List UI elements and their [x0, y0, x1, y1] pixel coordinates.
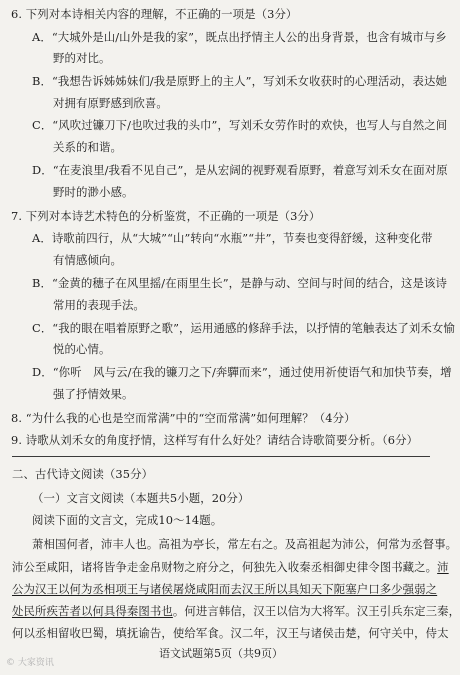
section-divider [12, 456, 430, 457]
q6-stem: 6. 下列对本诗相关内容的理解，不正确的一项是（3分） [11, 7, 298, 21]
passage-line-1: 萧相国何者，沛丰人也。高祖为亭长，常左右之。及高祖起为沛公，何常为丞督事。 [32, 537, 458, 551]
passage-text: 沛公至咸阳，诸将皆争走金帛财物之府分之，何独先入收秦丞相御史律令图书藏之。 [12, 560, 438, 574]
q7-stem: 7. 下列对本诗艺术特色的分析鉴赏，不正确的一项是（3分） [11, 209, 321, 223]
q6-option-a: A．“大城外是山/山外是我的家”，既点出抒情主人公的出身背景，也含有城市与乡 [32, 30, 447, 44]
passage-line-2 [12, 559, 449, 575]
passage-line-4 [12, 603, 460, 619]
q6-option-b-cont: 对拥有原野感到欣喜。 [53, 96, 168, 110]
watermark: © 大家资讯 [6, 658, 54, 668]
q6-option-c-cont: 关系的和谐。 [53, 140, 122, 154]
q6-option-d-cont: 野时的渺小感。 [53, 185, 134, 199]
q7-option-a: A．诗歌前四行，从“大城”“山”转向“水瓶”“井”，节奏也变得舒缓，这种变化带 [32, 231, 433, 245]
q7-option-b: B．“金黄的穗子在风里摇/在雨里生长”，是静与动、空间与时间的结合，这是该诗 [32, 276, 447, 290]
q6-option-c: C．“风吹过镰刀下/也吹过我的头巾”，写刘禾女劳作时的欢快，也写人与自然之间 [32, 118, 448, 132]
passage-text: 。何进言韩信，汉王以信为大将军。汉王引兵东定三秦， [172, 604, 460, 618]
q7-option-d: D．“你听 风与云/在我的镰刀之下/奔驒而来”，通过使用祈使语气和加快节奏，增 [32, 365, 452, 379]
q6-option-b: B．“我想告诉姊姊妹们/我是原野上的主人”，写刘禾女收获时的心理活动，表达她 [32, 74, 447, 88]
q8: 8. “为什么我的心也是空而常满”中的“空而常满”如何理解？（4分） [11, 411, 356, 425]
q7-option-a-cont: 有情感倾向。 [53, 253, 122, 267]
subsection-title: （一）文言文阅读（本题共5小题，20分） [32, 491, 250, 505]
q7-option-c: C．“我的眼在唱着原野之歌”，运用通感的修辞手法，以抒情的笔触表达了刘禾女愉 [32, 321, 455, 335]
passage-line-5: 何以丞相留收巴蜀，填抚谕告，使给军食。汉二年，汉王与诸侯击楚，何守关中，侍太 [12, 626, 449, 640]
underlined-text: 沛 [437, 560, 449, 574]
q7-option-b-cont: 常用的表现手法。 [53, 298, 145, 312]
q7-option-c-cont: 悦的心情。 [53, 342, 111, 356]
underlined-text: 处民所疾苦者以何具得秦图书也 [12, 604, 173, 618]
section-2-title: 二、古代诗文阅读（35分） [12, 467, 154, 481]
reading-instruction: 阅读下面的文言文，完成10～14题。 [32, 513, 223, 527]
page-footer: 语文试题第5页（共9页） [159, 647, 283, 660]
q6-option-d: D．“在麦浪里/我看不见自己”，是从宏阔的视野观看原野，着意写刘禾女在面对原 [32, 163, 448, 177]
q6-option-a-cont: 野的对比。 [53, 51, 111, 65]
q7-option-d-cont: 强了抒情效果。 [53, 387, 134, 401]
passage-line-3: 公为汉王以何为丞相项王与诸侯屠烧咸阳而去汉王所以具知天下阨塞户口多少强弱之 [12, 582, 438, 596]
q9: 9. 诗歌从刘禾女的角度抒情，这样写有什么好处？请结合诗歌简要分析。（6分） [11, 433, 419, 447]
